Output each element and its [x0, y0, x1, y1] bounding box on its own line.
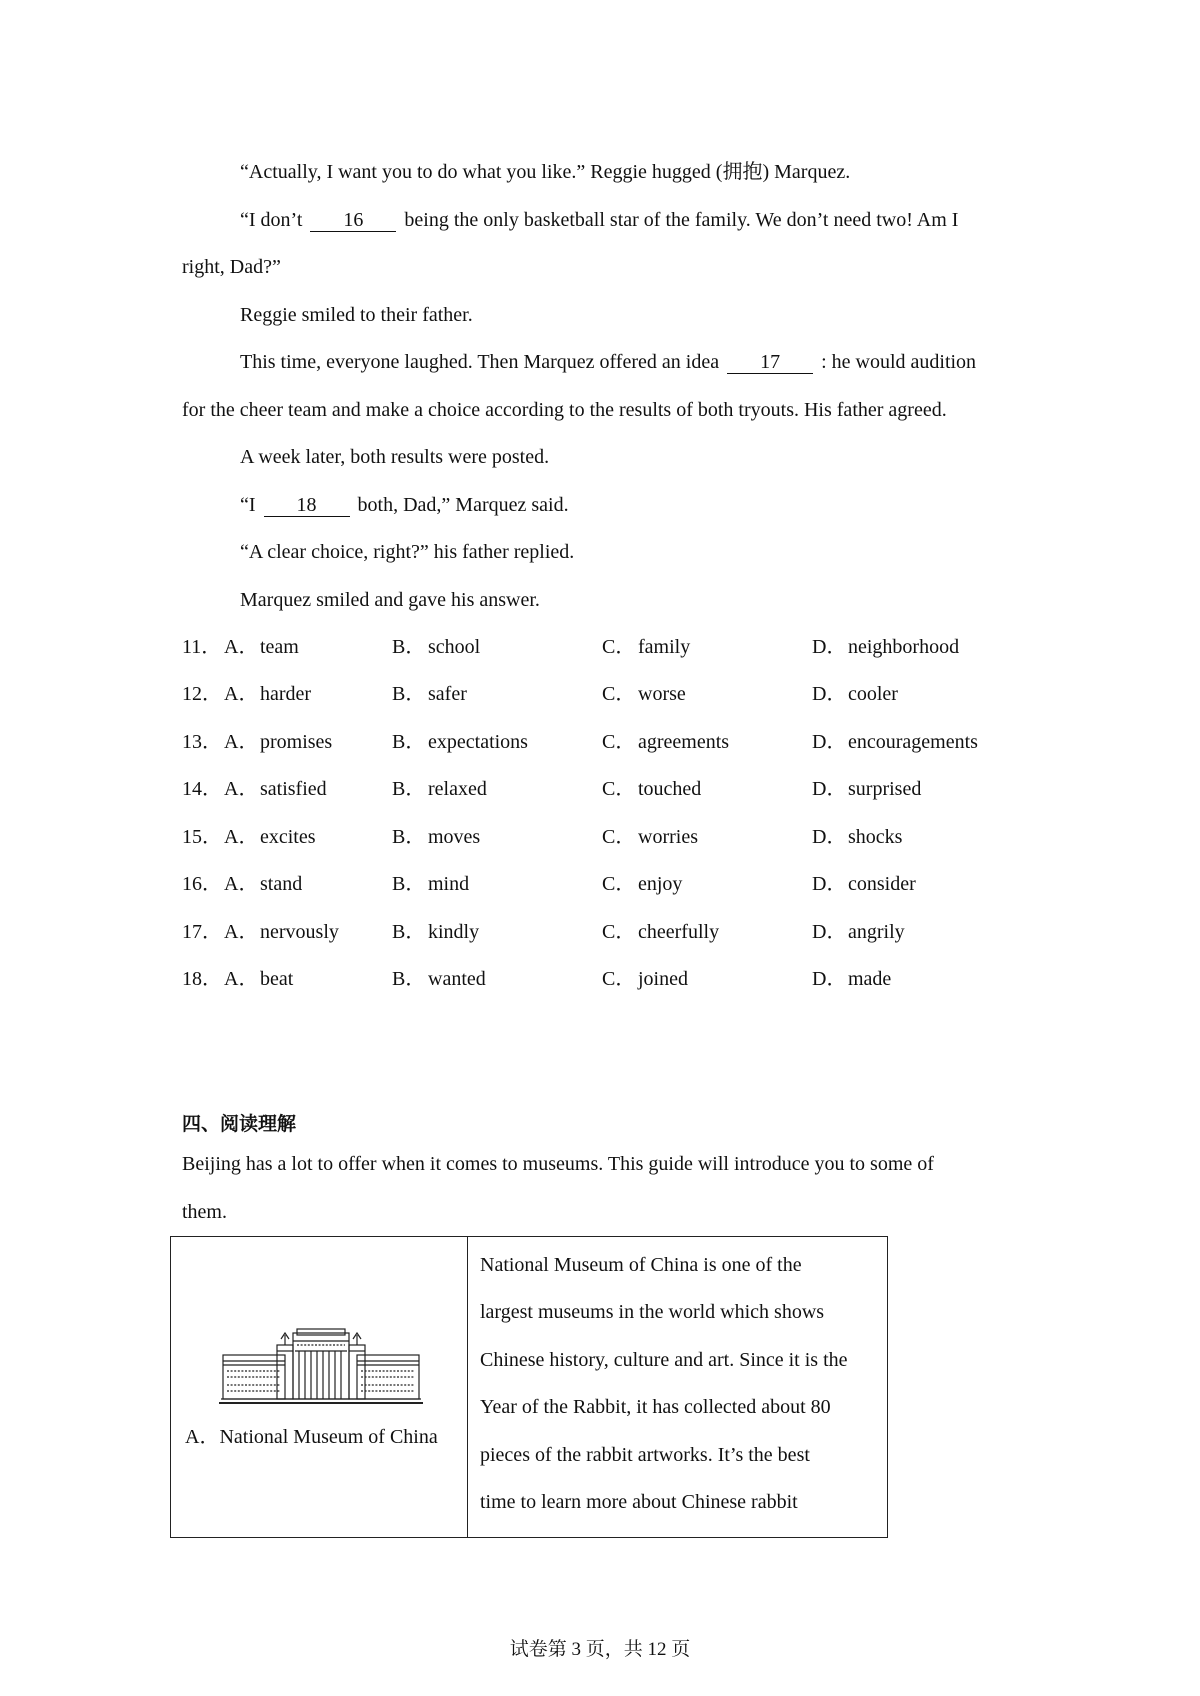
option-text: joined — [638, 968, 688, 990]
option-text: cheerfully — [638, 921, 720, 943]
passage-paragraph-continuation — [182, 253, 281, 281]
description-line: time to learn more about Chinese rabbit — [480, 1491, 798, 1513]
option-text: enjoy — [638, 873, 683, 895]
option-letter: B． — [392, 968, 426, 990]
option-letter: A． — [224, 683, 259, 705]
option-text: excites — [260, 826, 316, 848]
option-letter: B． — [392, 921, 426, 943]
description-line: National Museum of China is one of the — [480, 1254, 802, 1276]
option-text: harder — [260, 683, 312, 705]
option-text: surprised — [848, 778, 922, 800]
option-letter: C． — [602, 683, 636, 705]
option-c[interactable] — [602, 823, 698, 851]
passage-paragraph — [240, 443, 549, 471]
passage-paragraph — [240, 301, 473, 329]
option-c[interactable] — [602, 918, 719, 946]
option-c[interactable] — [602, 680, 686, 708]
option-text: mind — [428, 873, 470, 895]
option-text: encouragements — [848, 731, 978, 753]
option-text: promises — [260, 731, 333, 753]
option-text: neighborhood — [848, 636, 960, 658]
option-text: team — [260, 636, 299, 658]
table-row — [171, 1237, 888, 1538]
option-letter: C． — [602, 731, 636, 753]
option-a[interactable] — [224, 680, 311, 708]
option-a[interactable] — [224, 728, 332, 756]
option-b[interactable] — [392, 775, 487, 803]
question-number: 17． — [182, 921, 222, 943]
question-number: 14． — [182, 778, 222, 800]
option-text: wanted — [428, 968, 486, 990]
passage-paragraph — [240, 206, 958, 234]
paragraph-text: “I — [240, 494, 256, 516]
option-letter: C． — [602, 921, 636, 943]
question-number: 15． — [182, 826, 222, 848]
paragraph-text: A week later, both results were posted. — [240, 446, 550, 468]
option-b[interactable] — [392, 680, 467, 708]
museum-table — [170, 1236, 888, 1538]
option-a[interactable] — [224, 633, 299, 661]
option-c[interactable] — [602, 965, 688, 993]
option-d[interactable] — [812, 870, 916, 898]
passage-paragraph — [240, 491, 569, 519]
passage-paragraph — [240, 538, 574, 566]
option-letter: C． — [602, 826, 636, 848]
option-text: worries — [638, 826, 698, 848]
option-b[interactable] — [392, 870, 469, 898]
option-c[interactable] — [602, 870, 682, 898]
question-row — [182, 965, 1042, 993]
option-a[interactable] — [224, 870, 302, 898]
option-letter: D． — [812, 921, 847, 943]
option-text: relaxed — [428, 778, 487, 800]
option-letter: A． — [224, 921, 259, 943]
option-a[interactable] — [224, 965, 293, 993]
description-line: Chinese history, culture and art. Since it is the — [480, 1349, 848, 1371]
option-letter: B． — [392, 636, 426, 658]
option-text: moves — [428, 826, 481, 848]
option-text: agreements — [638, 731, 730, 753]
option-d[interactable] — [812, 823, 902, 851]
passage-paragraph — [240, 348, 976, 376]
option-b[interactable] — [392, 823, 480, 851]
option-letter: B． — [392, 731, 426, 753]
paragraph-text: Reggie smiled to their father. — [240, 304, 473, 326]
museum-description-cell — [468, 1237, 888, 1538]
option-text: consider — [848, 873, 916, 895]
option-letter: A． — [224, 826, 259, 848]
option-letter: D． — [812, 683, 847, 705]
paragraph-text: Marquez smiled and gave his answer. — [240, 589, 540, 611]
museum-building-icon — [217, 1327, 425, 1413]
option-text: cooler — [848, 683, 898, 705]
option-letter: D． — [812, 636, 847, 658]
option-text: nervously — [260, 921, 339, 943]
question-row — [182, 680, 1042, 708]
question-row — [182, 823, 1042, 851]
option-b[interactable] — [392, 728, 528, 756]
blank-18: 18 — [264, 494, 350, 517]
option-b[interactable] — [392, 918, 479, 946]
option-text: safer — [428, 683, 467, 705]
question-number: 12． — [182, 683, 222, 705]
option-text: school — [428, 636, 481, 658]
option-text: kindly — [428, 921, 480, 943]
option-letter: B． — [392, 683, 426, 705]
option-b[interactable] — [392, 965, 486, 993]
paragraph-text: “A clear choice, right?” his father replied. — [240, 541, 575, 563]
option-letter: D． — [812, 731, 847, 753]
passage-paragraph — [240, 586, 540, 614]
paragraph-text: This time, everyone laughed. Then Marquez offered an idea — [240, 351, 720, 373]
question-number: 16． — [182, 873, 222, 895]
question-row — [182, 633, 1042, 661]
question-row — [182, 728, 1042, 756]
option-text: beat — [260, 968, 294, 990]
option-b[interactable] — [392, 633, 480, 661]
paragraph-text: “Actually, I want you to do what you like.” Reggie hugged (拥抱) Marquez. — [240, 161, 851, 183]
option-text: made — [848, 968, 892, 990]
option-d[interactable] — [812, 965, 891, 993]
option-d[interactable] — [812, 775, 921, 803]
description-line: Year of the Rabbit, it has collected about 80 — [480, 1396, 831, 1418]
paragraph-text: : he would audition — [821, 351, 977, 373]
option-text: shocks — [848, 826, 903, 848]
option-letter: D． — [812, 826, 847, 848]
question-row — [182, 775, 1042, 803]
page-footer: 试卷第 3 页，共 12 页 — [509, 1639, 691, 1660]
option-letter: A． — [224, 731, 259, 753]
question-row — [182, 918, 1042, 946]
museum-caption: A．National Museum of China — [185, 1426, 438, 1448]
option-letter: C． — [602, 636, 636, 658]
option-d[interactable] — [812, 918, 905, 946]
option-letter: B． — [392, 778, 426, 800]
blank-16: 16 — [310, 209, 396, 232]
paragraph-text: both, Dad,” Marquez said. — [357, 494, 569, 516]
question-number: 11． — [182, 636, 222, 658]
option-c[interactable] — [602, 633, 690, 661]
option-text: family — [638, 636, 691, 658]
passage-paragraph-continuation — [182, 396, 947, 424]
paragraph-text: being the only basketball star of the family. We don’t need two! Am I — [404, 209, 959, 231]
option-d[interactable] — [812, 633, 959, 661]
option-letter: D． — [812, 873, 847, 895]
option-letter: D． — [812, 778, 847, 800]
description-line: largest museums in the world which shows — [480, 1301, 825, 1323]
option-a[interactable] — [224, 823, 316, 851]
section-intro-continuation: them. — [182, 1201, 227, 1223]
option-text: angrily — [848, 921, 905, 943]
option-letter: C． — [602, 873, 636, 895]
question-row — [182, 870, 1042, 898]
section-title: 四、阅读理解 — [182, 1113, 297, 1135]
option-text: satisfied — [260, 778, 327, 800]
option-letter: A． — [224, 873, 259, 895]
option-letter: B． — [392, 873, 426, 895]
question-number: 13． — [182, 731, 222, 753]
option-d[interactable] — [812, 728, 978, 756]
option-letter: A． — [224, 968, 259, 990]
option-text: stand — [260, 873, 303, 895]
description-line: pieces of the rabbit artworks. It’s the best — [480, 1444, 810, 1466]
option-letter: B． — [392, 826, 426, 848]
option-a[interactable] — [224, 775, 327, 803]
passage-paragraph — [240, 158, 850, 186]
option-letter: C． — [602, 778, 636, 800]
option-text: touched — [638, 778, 702, 800]
option-a[interactable] — [224, 918, 339, 946]
option-letter: D． — [812, 968, 847, 990]
section-intro: Beijing has a lot to offer when it comes to museums. This guide will introduce you to some of — [182, 1153, 934, 1175]
paragraph-text: “I don’t — [240, 209, 303, 231]
option-d[interactable] — [812, 680, 898, 708]
option-c[interactable] — [602, 775, 701, 803]
question-number: 18． — [182, 968, 222, 990]
option-letter: A． — [224, 778, 259, 800]
option-text: expectations — [428, 731, 528, 753]
option-c[interactable] — [602, 728, 729, 756]
paragraph-text: for the cheer team and make a choice according to the results of both tryouts. His father agreed. — [182, 399, 947, 421]
blank-17: 17 — [727, 351, 813, 374]
option-text: worse — [638, 683, 686, 705]
paragraph-text: right, Dad?” — [182, 256, 281, 278]
museum-image-cell — [171, 1237, 468, 1538]
option-letter: C． — [602, 968, 636, 990]
option-letter: A． — [224, 636, 259, 658]
